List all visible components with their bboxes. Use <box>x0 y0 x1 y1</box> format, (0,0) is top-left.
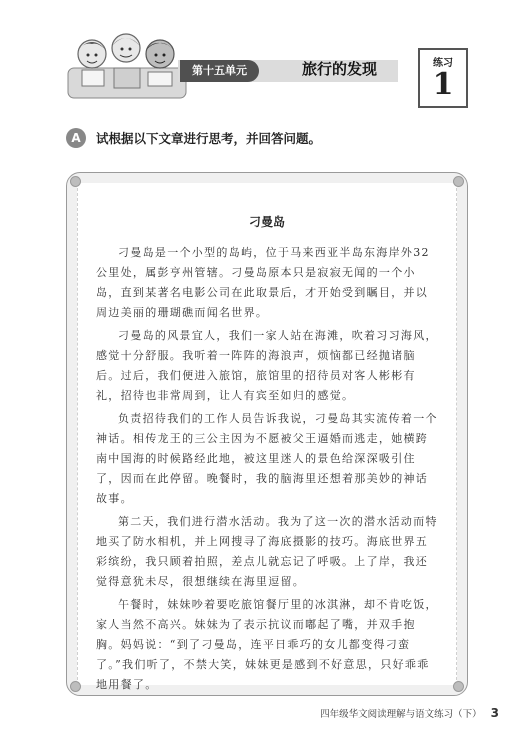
children-illustration <box>62 24 192 102</box>
lesson-title: 旅行的发现 <box>302 60 378 78</box>
corner-dot <box>70 681 81 692</box>
corner-dot <box>453 176 464 187</box>
page-number: 3 <box>490 706 499 720</box>
unit-label: 第十五单元 <box>180 60 259 82</box>
page-footer <box>320 706 499 720</box>
article-paragraph: 负责招待我们的工作人员告诉我说，刁曼岛其实流传着一个神话。相传龙王的三公主因为不愿被父王逼婚而逃走，她横跨南中国海的时候路经此地，被这里迷人的景色给深深吸引住了，因而在此停留。晚餐时，我的脑海里还想着那美妙的神话故事。 <box>96 412 438 505</box>
corner-dot <box>453 681 464 692</box>
article-paragraph: 午餐时，妹妹吵着要吃旅馆餐厅里的冰淇淋，却不肯吃饭，家人当然不高兴。妹妹为了表示抗议而嘟起了嘴，并双手抱胸。妈妈说：“到了刁曼岛，连平日乖巧的女儿都变得刁蛮了。”我们听了，不禁大笑，妹妹更是感到不好意思，只好乖乖地用餐了。 <box>96 598 438 691</box>
article-paragraph: 第二天，我们进行潜水活动。我为了这一次的潜水活动而特地买了防水相机，并上网搜寻了海底摄影的技巧。海底世界五彩缤纷，我只顾着拍照，差点儿就忘记了呼吸。上了岸，我还觉得意犹未尽，很想继续在海里逗留。 <box>96 515 438 588</box>
book-title: 四年级华文阅读理解与语文练习（下） <box>320 709 482 720</box>
exercise-label: 练习 <box>433 58 453 69</box>
article-paragraph: 刁曼岛是一个小型的岛屿，位于马来西亚半岛东海岸外32公里处，属彭亨州管辖。刁曼岛原本只是寂寂无闻的一个小岛，直到某著名电影公司在此取景后，才开始受到瞩目，并以周边美丽的珊瑚礁而闻名世界。 <box>96 246 430 319</box>
question-text: 试根据以下文章进行思考，并回答问题。 <box>96 131 322 146</box>
article-card <box>66 172 468 696</box>
question-badge: A <box>66 128 86 148</box>
exercise-number: 1 <box>432 67 454 102</box>
article-paper <box>77 183 457 691</box>
page-header <box>0 0 527 110</box>
article-paragraph: 刁曼岛的风景宜人，我们一家人站在海滩，吹着习习海风，感觉十分舒服。我听着一阵阵的海浪声，烦恼都已经抛诸脑后。过后，我们便进入旅馆，旅馆里的招待员对客人彬彬有礼，招待也非常周到，让人有宾至如归的感觉。 <box>96 329 438 402</box>
exercise-box <box>418 48 468 108</box>
article-body <box>96 243 438 698</box>
question-instruction <box>66 128 321 148</box>
corner-dot <box>70 176 81 187</box>
article-title: 刁曼岛 <box>248 215 285 229</box>
